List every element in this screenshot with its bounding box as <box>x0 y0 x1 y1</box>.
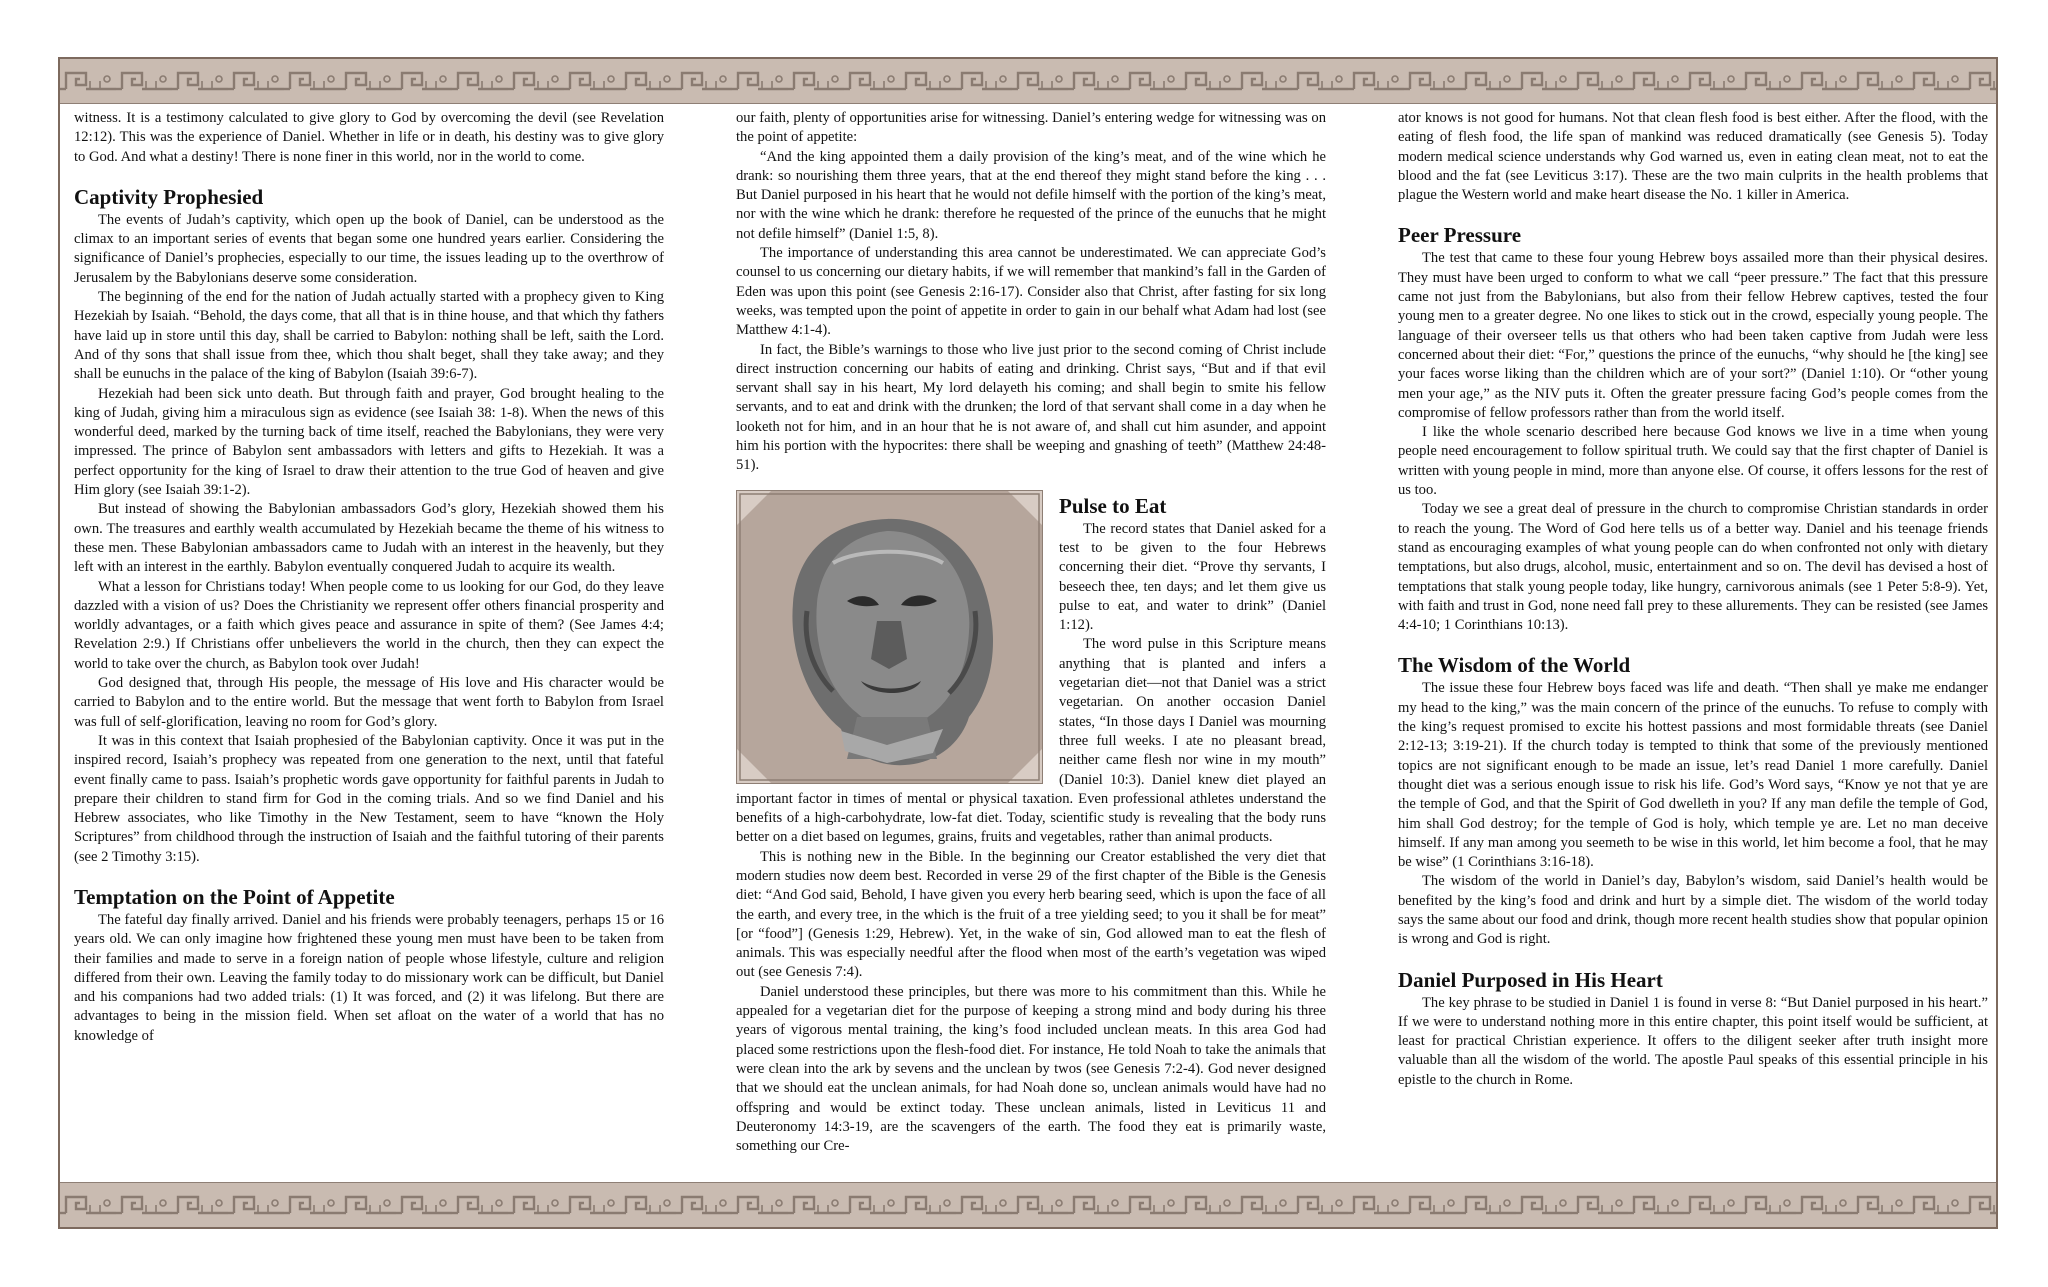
greek-key-border-bottom <box>60 1182 1996 1227</box>
section-heading: Captivity Prophesied <box>74 184 264 209</box>
paragraph: God designed that, through His people, the message of His love and His character would be carried to Babylon and to the entire world. But the message that went forth to Babylon from Israel was full of self-glorification, leaving no room for God’s glory. <box>74 675 664 730</box>
paragraph: “And the king appointed them a daily provision of the king’s meat, and of the wine which he drank: so nourishing them three years, that at the end thereof they might stand before the king . . . But Daniel purposed in his heart that he would not defile himself with the portion of the king’s meat, nor with the wine which he drank: therefore he requested of the prince of the eunuchs that he might not defile himself” (Daniel 1:5, 8). <box>736 148 1326 242</box>
greek-key-border-icon <box>60 1183 1996 1227</box>
paragraph: The word pulse in this Scripture means anything that is planted and infers a vegetarian diet—not that Daniel was a strict vegetarian. On another occasion Daniel states, “In those days I Daniel was mourning three full weeks. I ate no pleasant bread, neither came flesh nor wine in my mouth” (Daniel 10:3). Daniel knew diet played an important factor in times of mental or physical taxation. Even professional athletes understand the benefits of a high-carbohydrate, low-fat diet. Today, scientific study is revealing that the body runs better on a diet based on legumes, grains, fruits and vegetables, rather than animal products. <box>736 636 1326 846</box>
lion-sculpture-icon <box>737 491 1042 783</box>
paragraph: This is nothing new in the Bible. In the beginning our Creator established the very diet that modern studies now deem best. Recorded in verse 29 of the first chapter of the Bible is the Genesis diet: “And God said, Behold, I have given you every herb bearing seed, which is upon the face of all the earth, and every tree, in the which is the fruit of a tree yielding seed; to you it shall be for meat” [or “food”] (Genesis 1:29, Hebrew). Yet, in the wake of sin, God allowed man to eat the flesh of animals. This was especially needful after the flood when most of the earth’s vegetation was wiped out (see Genesis 7:4). <box>736 848 1326 981</box>
paragraph: The record states that Daniel asked for a test to be given to the four Hebrews concerning their diet. “Prove thy servants, I beseech thee, ten days; and let them give us pulse to eat, and water to drink” (Daniel 1:12). <box>1059 520 1326 634</box>
paragraph: In fact, the Bible’s warnings to those who live just prior to the second coming of Christ include direct instruction concerning our habits of eating and drinking. Christ says, “But and if that evil servant shall say in his heart, My lord delayeth his coming; and shall begin to smite his fellow servants, and to eat and drink with the drunken; the lord of that servant shall come in a day when he looketh not for him, and in an hour that he is not aware of, and shall cut him asunder, and appoint him his portion with the hypocrites: there shall be weeping and gnashing of teeth” (Matthew 24:48-51). <box>736 341 1326 474</box>
paragraph: witness. It is a testimony calculated to give glory to God by overcoming the devil (see Revelation 12:12). This was the experience of Daniel. Whether in life or in death, his destiny was to give glory to God. And what a destiny! There is none finer in this world, nor in the world to come. <box>74 110 664 165</box>
paragraph: I like the whole scenario described here because God knows we live in a time when young people need encouragement to follow spiritual truth. We could say that the first chapter of Daniel is written with young people in mind, more than anyone else. Of course, it offers lessons for the rest of us too. <box>1398 424 1988 499</box>
page-spread <box>58 57 1998 1229</box>
column-1 <box>74 109 664 1177</box>
paragraph: It was in this context that Isaiah prophesied of the Babylonian captivity. Once it was put in the inspired record, Isaiah’s prophecy was repeated from one generation to the next, until that fateful event finally came to pass. Isaiah’s prophetic words gave opportunity for faithful parents in Judah to prepare their children to stand firm for God in the coming trials. And so we find Daniel and his Hebrew associates, who like Timothy in the New Testament, seem to have “known the Holy Scriptures” from childhood through the instruction of Isaiah and the faithful tutoring of their parents (see 2 Timothy 3:15). <box>74 732 664 865</box>
column-3 <box>1398 109 1988 1177</box>
paragraph: The events of Judah’s captivity, which open up the book of Daniel, can be understood as the climax to an important series of events that began some one hundred years earlier. Considering the significance of Daniel’s prophecies, especially to our time, the issues leading up to the overthrow of Jerusalem by the Babylonians deserve some consideration. <box>74 211 664 286</box>
paragraph: The key phrase to be studied in Daniel 1 is found in verse 8: “But Daniel purposed in his heart.” If we were to understand nothing more in this entire chapter, this point itself would be sufficient, at least for practical Christian experience. It offers to the diligent seeker after truth insight more valuable than all the wisdom of the world. The apostle Paul speaks of this essential principle in his epistle to the church in Rome. <box>1398 994 1988 1088</box>
section-heading: Temptation on the Point of Appetite <box>74 884 395 909</box>
paragraph: The wisdom of the world in Daniel’s day, Babylon’s wisdom, said Daniel’s health would be benefited by the king’s food and drink and hurt by a simple diet. The wisdom of the world today says the same about our food and drink, though more recent health studies show that popular opinion is wrong and God is right. <box>1398 873 1988 948</box>
paragraph: Today we see a great deal of pressure in the church to compromise Christian standards in order to reach the young. The Word of God here tells us of a better way. Daniel and his teenage friends stand as encouraging examples of what young people can do when confronted not only with dietary temptations, but also drugs, alcohol, music, entertainment and so on. The devil has devised a host of temptations that stalk young people today, like hungry, carnivorous animals (see 1 Peter 5:8-9). Yet, with faith and trust in God, none need fall prey to these allurements. They can be resisted (see James 4:4-10; 1 Corinthians 10:13). <box>1398 501 1988 634</box>
paragraph: Daniel understood these principles, but there was more to his commitment than this. While he appealed for a vegetarian diet for the purpose of keeping a strong mind and body during his three years of vigorous mental training, the king’s food included unclean meats. In this area God had placed some restrictions upon the flesh-food diet. For instance, He told Noah to take the animals that were clean into the ark by sevens and the unclean by twos (see Genesis 7:2-4). God never designed that we should eat the unclean animals, for had Noah done so, unclean animals would have had no offspring and would be extinct today. These unclean animals, listed in Leviticus 11 and Deuteronomy 14:3-19, are the scavengers of the earth. The food they eat is primarily waste, something our Cre- <box>736 983 1326 1155</box>
paragraph: But instead of showing the Babylonian ambassadors God’s glory, Hezekiah showed them his own. The treasures and earthly wealth accumulated by Hezekiah became the theme of his witness to these men. These Babylonian ambassadors came to Judah with an interest in the heavenly, but they left with an interest in the earthly. Babylon eventually conquered Judah to acquire its wealth. <box>74 501 664 576</box>
section-heading: Pulse to Eat <box>1059 493 1167 518</box>
paragraph: The importance of understanding this area cannot be underestimated. We can appreciate God’s counsel to us concerning our dietary habits, if we will remember that mankind’s fall in the Garden of Eden was upon this point (see Genesis 2:16-17). Consider also that Christ, after fasting for six long weeks, was tempted upon the point of appetite in order to gain in our behalf what Adam had lost (see Matthew 4:1-4). <box>736 245 1326 339</box>
paragraph: What a lesson for Christians today! When people come to us looking for our God, do they leave dazzled with a vision of us? Does the Christianity we represent offer others financial prosperity and worldly advantages, or a faith which gives peace and assurance in spite of them? (See James 4:4; Revelation 2:9.) If Christians offer unbelievers the world in the church, then they can expect the world to take over the church, as Babylon took over Judah! <box>74 578 664 672</box>
column-2 <box>736 109 1326 1177</box>
section-heading: Peer Pressure <box>1398 223 1522 248</box>
paragraph: The fateful day finally arrived. Daniel and his friends were probably teenagers, perhaps 15 or 16 years old. We can only imagine how frightened these young men must have been to be taken from their families and made to serve in a foreign nation of people whose lifestyle, culture and religion differed from their own. Leaving the family today to do missionary work can be difficult, but Daniel and his companions had two added trials: (1) It was forced, and (2) it was lifelong. But there are advantages to being in the mission field. When set afloat on the water of a world that has no knowledge of <box>74 911 664 1044</box>
section-heading: The Wisdom of the World <box>1398 653 1631 678</box>
paragraph: Hezekiah had been sick unto death. But through faith and prayer, God brought healing to the king of Judah, giving him a miraculous sign as evidence (see Isaiah 38: 1-8). When the news of this wonderful deed, marked by the turning back of time itself, reached the Babylonians, they were very impressed. The prince of Babylon sent ambassadors with letters and gifts to Hezekiah. It was a perfect opportunity for the king of Israel to draw their attention to the true God of heaven and give Him glory (see Isaiah 39:1-2). <box>74 385 664 499</box>
lion-sculpture-image <box>736 490 1043 784</box>
paragraph: The issue these four Hebrew boys faced was life and death. “Then shall ye make me endanger my head to the king,” was the main concern of the prince of the eunuchs. To refuse to comply with the king’s request promised to excite his hottest passions and most formidable threats (see Daniel 2:12-13; 3:19-21). If the church today is tempted to think that some of the previously mentioned topics are not significant enough to be made an issue, let’s read Daniel 1 more carefully. Daniel thought diet was a serious enough issue to risk his life. God’s Word says, “Know ye not that ye are the temple of God, and that the Spirit of God dwelleth in you? If any man defile the temple of God, him shall God destroy; for the temple of God is holy, which temple ye are. Let no man deceive himself. If any man among you seemeth to be wise in this world, let him become a fool, that he may be wise” (1 Corinthians 3:16-18). <box>1398 680 1988 871</box>
greek-key-border-icon <box>60 59 1996 103</box>
greek-key-border-top <box>60 59 1996 104</box>
paragraph: The test that came to these four young Hebrew boys assailed more than their physical desires. They must have been urged to conform to what we call “peer pressure.” The fact that this pressure came not just from the Babylonians, but also from their fellow Hebrew captives, tested the four young men to a greater degree. No one likes to stick out in the crowd, especially young people. The language of their overseer tells us that others who had been taken captive from Judah were less concerned about their diet: “For,” questions the prince of the eunuchs, “why should he [the king] see your faces worse liking than the children which are of your sort?” (Daniel 1:10). Or “other young men your age,” as the NIV puts it. Often the greater pressure facing God’s people comes from the compromise of fellow professors rather than from the world itself. <box>1398 250 1988 421</box>
paragraph: The beginning of the end for the nation of Judah actually started with a prophecy given to King Hezekiah by Isaiah. “Behold, the days come, that all that is in thine house, and that which thy fathers have laid up in store until this day, shall be carried to Babylon: nothing shall be left, saith the Lord. And of thy sons that shall issue from thee, which thou shalt beget, shall they take away; and they shall be eunuchs in the palace of the king of Babylon (Isaiah 39:6-7). <box>74 289 664 383</box>
paragraph: our faith, plenty of opportunities arise for witnessing. Daniel’s entering wedge for witnessing was on the point of appetite: <box>736 110 1326 146</box>
section-heading: Daniel Purposed in His Heart <box>1398 967 1663 992</box>
paragraph: ator knows is not good for humans. Not that clean flesh food is best either. After the flood, with the eating of flesh food, the life span of mankind was reduced dramatically (see Genesis 5). Today modern medical science understands why God warned us, even in eating clean meat, not to eat the blood and the fat (see Leviticus 3:17). These are the two main culprits in the health problems that plague the Western world and make heart disease the No. 1 killer in America. <box>1398 110 1988 204</box>
